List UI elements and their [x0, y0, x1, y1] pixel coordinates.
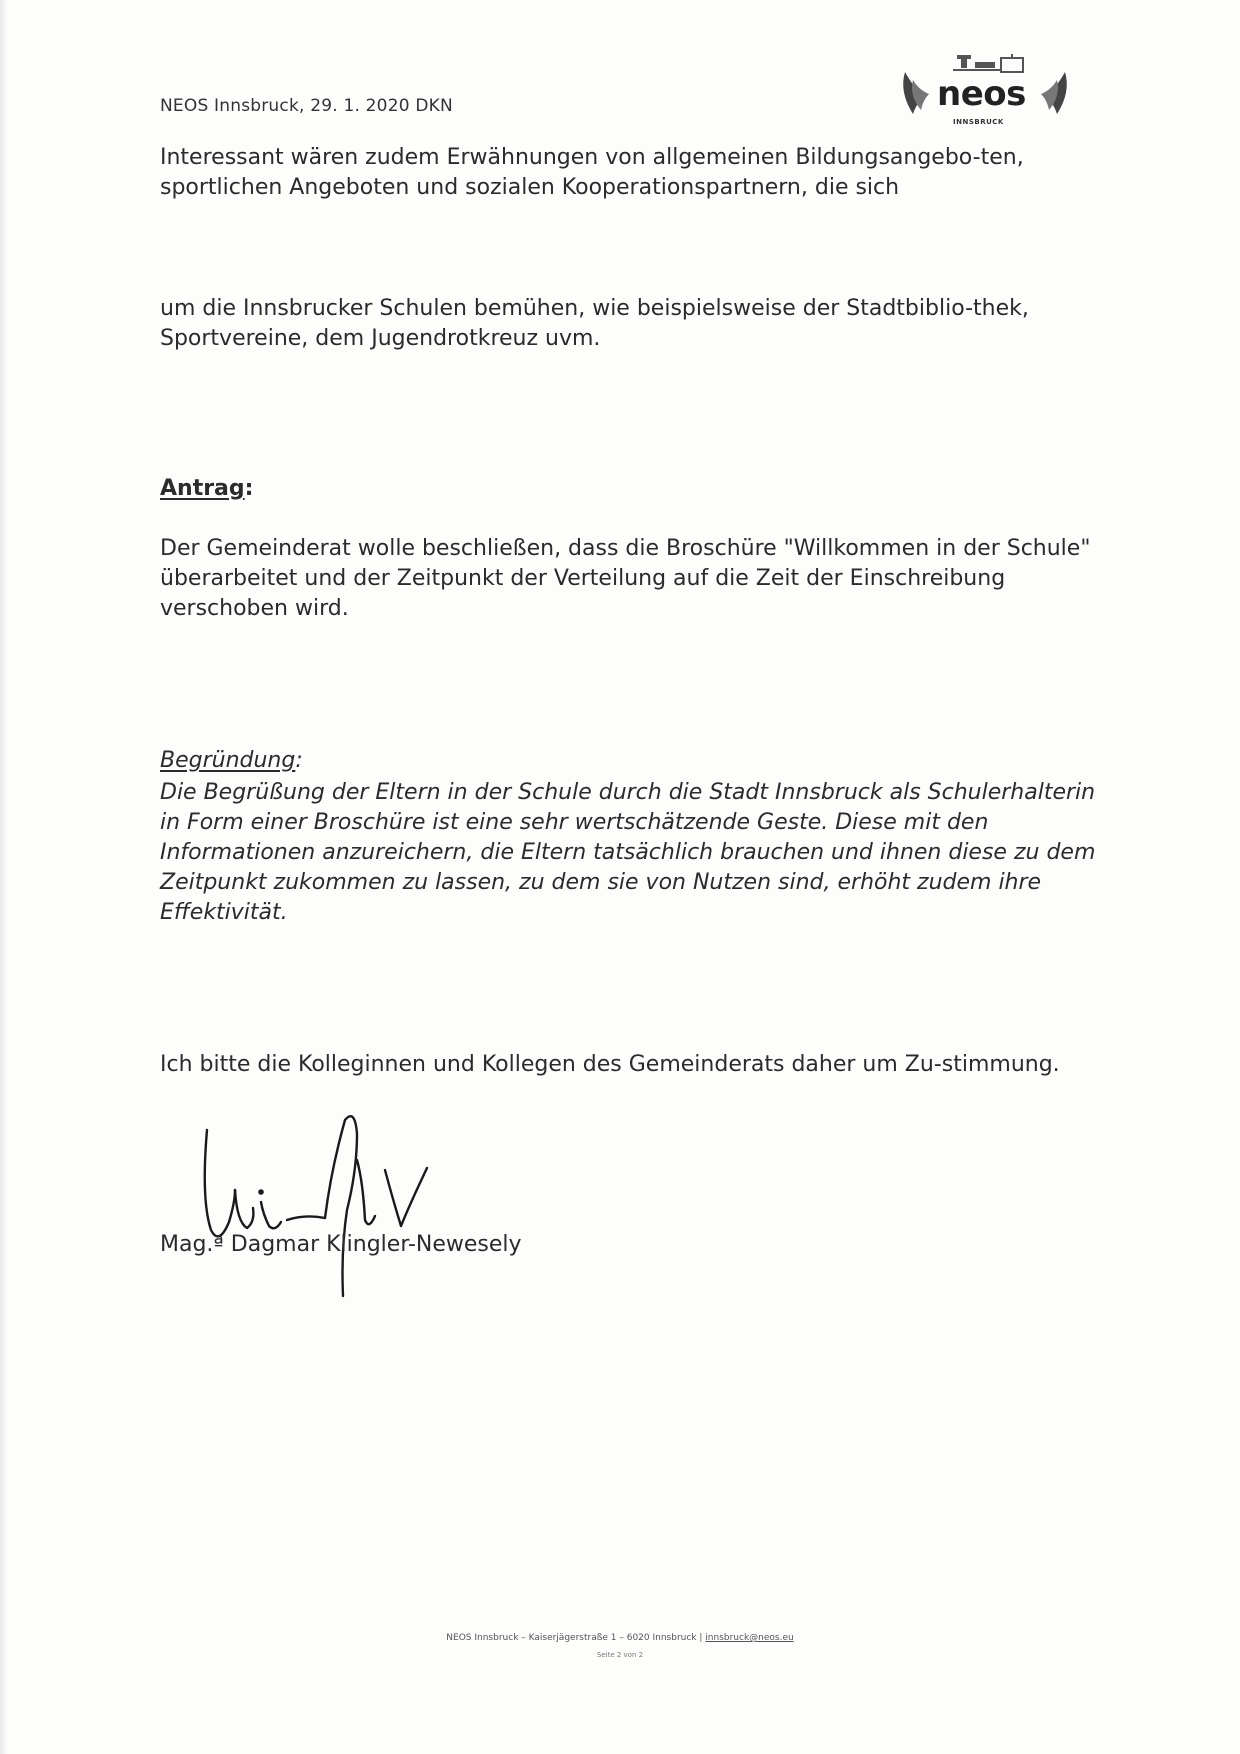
signer-name: Mag.ª Dagmar Klingler-Newesely	[160, 1232, 522, 1257]
paragraph-2: um die Innsbrucker Schulen bemühen, wie beispielsweise der Stadtbiblio-thek, Sportvereine, dem Jugendrotkreuz uvm.	[160, 296, 1029, 351]
begruendung-heading-colon: :	[295, 748, 303, 773]
footer-address-text: NEOS Innsbruck – Kaiserjägerstraße 1 – 6020 Innsbruck |	[446, 1633, 706, 1643]
logo-wordmark	[937, 74, 1026, 114]
antrag-text: Der Gemeinderat wolle beschließen, dass die Broschüre "Willkommen in der Schule" überarbeitet und der Zeitpunkt der Verteilung auf die Zeit der Einschreibung verschoben wird.	[160, 536, 1091, 621]
header-place-date: NEOS Innsbruck, 29. 1. 2020 DKN	[160, 96, 453, 116]
scan-edge-shadow	[0, 0, 8, 1754]
footer-email-link[interactable]: innsbruck@neos.eu	[705, 1633, 794, 1643]
antrag-heading-colon: :	[244, 476, 254, 501]
paragraph-1: Interessant wären zudem Erwähnungen von allgemeinen Bildungsangebo-ten, sportlichen Angeboten und sozialen Kooperationspartnern, die sich	[160, 145, 1024, 200]
logo-subtext: INNSBRUCK	[953, 118, 1004, 126]
begruendung-heading	[160, 748, 303, 773]
closing-paragraph: Ich bitte die Kolleginnen und Kollegen des Gemeinderats daher um Zu-stimmung.	[160, 1052, 1060, 1077]
handwritten-signature	[195, 1110, 475, 1300]
begruendung-text: Die Begrüßung der Eltern in der Schule durch die Stadt Innsbruck als Schulerhalterin in Form einer Broschüre ist eine sehr wertschätzende Geste. Diese mit den Informationen anzureichern, die Eltern tatsächlich brauchen und ihnen diese zu dem Zeitpunkt zukommen zu lassen, zu dem sie von Nutzen sind, erhöht zudem ihre Effektivität.	[160, 780, 1096, 925]
footer-page-number: Seite 2 von 2	[596, 1651, 644, 1659]
begruendung-heading-text: Begründung	[160, 748, 296, 773]
antrag-heading	[160, 476, 253, 501]
footer-address	[0, 1633, 1240, 1643]
logo-text: neos	[937, 74, 1026, 114]
antrag-heading-text: Antrag	[160, 476, 245, 501]
neos-logo	[895, 52, 1075, 132]
